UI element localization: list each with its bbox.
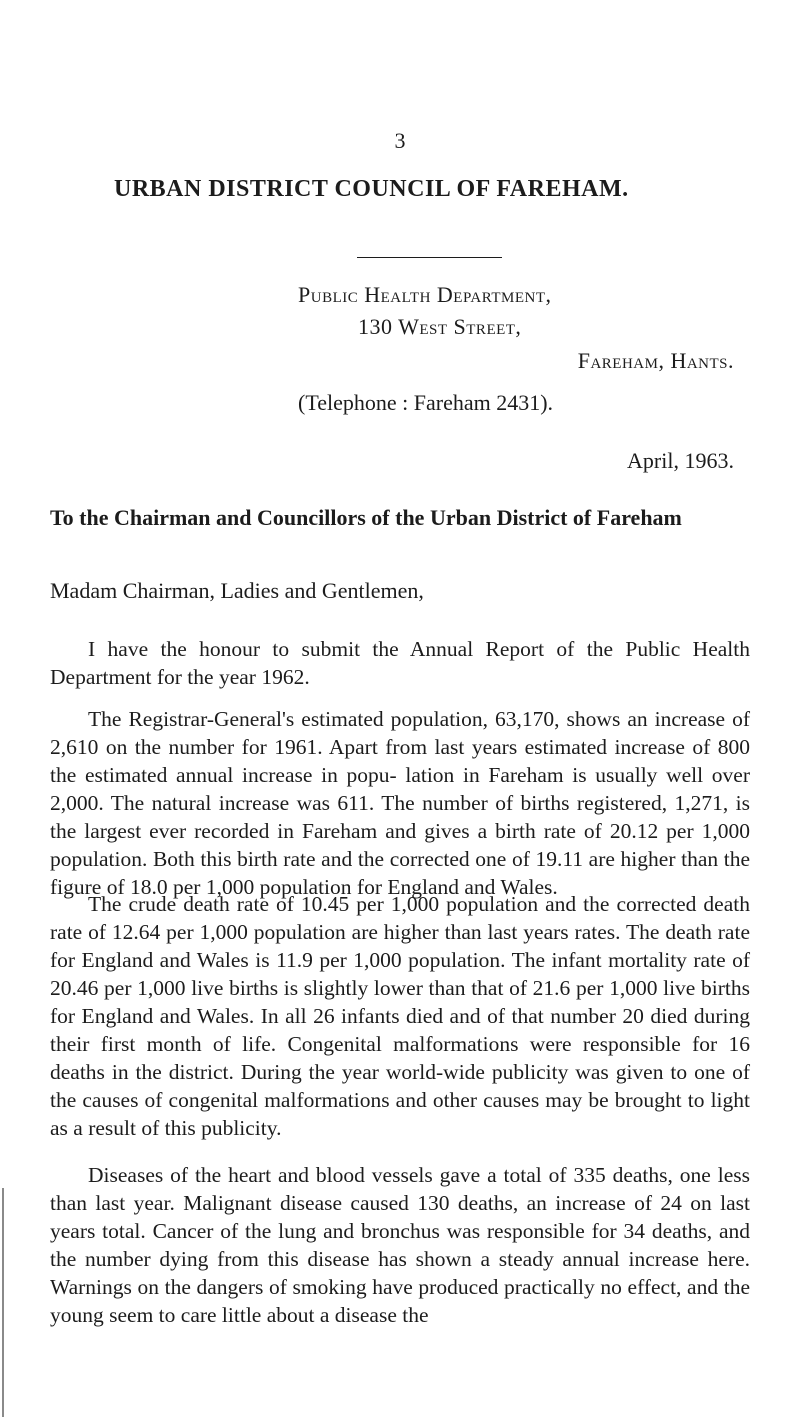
paragraph-diseases: Diseases of the heart and blood vessels gave a total of 335 deaths, one less than last year. Malignant disease caused 130 deaths, an increase of 24 on last years total. Cancer of the lung and bronchus was responsible for 34 deaths, and the number dying from this disease has shown a steady annual increase here. Warnings on the dangers of smoking have produced practically no effect, and the young seem to care little about a disease the xyxy=(50,1163,750,1327)
letter-date: April, 1963. xyxy=(627,448,734,473)
header-divider xyxy=(357,257,502,258)
paragraph-introduction: I have the honour to submit the Annual Report of the Public Health Department for the year 1962. xyxy=(50,637,750,689)
salutation: Madam Chairman, Ladies and Gentlemen, xyxy=(50,578,424,603)
paragraph-death-rate: The crude death rate of 10.45 per 1,000 population and the corrected death rate of 12.64 per 1,000 population are higher than last years rates. The death rate for England and Wales is 11.9 per 1,000 population. The infant mortality rate of 20.46 per 1,000 live births is slightly lower than that of 21.6 per 1,000 live births for England and Wales. In all 26 infants died and of that number 20 died during their first month of life. Congenital malformations were responsible for 16 deaths in the district. During the year world-wide publicity was given to one of the causes of congenital malformations and other causes may be brought to light as a result of this publicity. xyxy=(50,892,750,1140)
page-number: 3 xyxy=(394,128,406,153)
address-town: Fareham, Hants. xyxy=(577,348,734,373)
telephone-line: (Telephone : Fareham 2431). xyxy=(298,390,554,415)
address-department: Public Health Department, xyxy=(298,282,552,307)
council-title: URBAN DISTRICT COUNCIL OF FAREHAM. xyxy=(114,176,629,202)
paragraph-population: The Registrar-General's estimated population, 63,170, shows an increase of 2,610 on the number for 1961. Apart from last years estimated increase of 800 the estimated annual increase in popu- lation in Fareham is usually well over 2,000. The natural increase was 611. The number of births registered, 1,271, is the largest ever recorded in Fareham and gives a birth rate of 20.12 per 1,000 population. Both this birth rate and the corrected one of 19.11 are higher than the figure of 18.0 per 1,000 population for England and Wales. xyxy=(50,707,750,899)
page-edge-mark xyxy=(2,1188,4,1417)
addressee-heading: To the Chairman and Councillors of the Urban District of Fareham xyxy=(50,505,682,530)
address-street: 130 West Street, xyxy=(358,314,522,339)
